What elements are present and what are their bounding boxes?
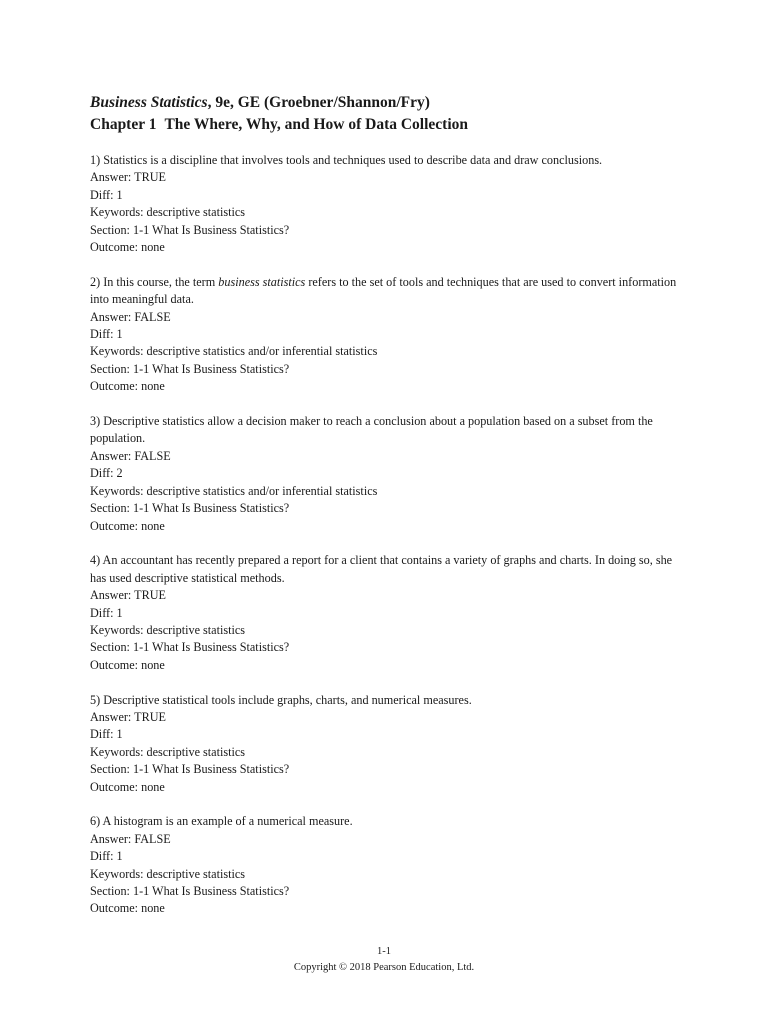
question-answer: Answer: TRUE	[90, 709, 166, 724]
question-item	[90, 692, 690, 796]
question-outcome: Outcome: none	[90, 379, 165, 394]
question-outcome: Outcome: none	[90, 901, 165, 916]
question-section: Section: 1-1 What Is Business Statistics?	[90, 883, 290, 898]
question-text-part: 1) Statistics is a discipline that involves tools and techniques used to describe data and draw conclusions.	[90, 153, 603, 167]
question-answer: Answer: TRUE	[90, 588, 166, 603]
question-difficulty: Diff: 2	[90, 466, 123, 481]
chapter-heading	[90, 114, 710, 136]
question-outcome: Outcome: none	[90, 657, 165, 672]
question-section: Section: 1-1 What Is Business Statistics?	[90, 361, 290, 376]
question-answer: Answer: FALSE	[90, 831, 171, 846]
chapter-label: Chapter 1	[90, 116, 157, 133]
question-outcome: Outcome: none	[90, 779, 165, 794]
question-answer: Answer: FALSE	[90, 309, 171, 324]
question-item	[90, 152, 690, 256]
question-section: Section: 1-1 What Is Business Statistics?	[90, 762, 290, 777]
question-item	[90, 274, 690, 396]
question-section: Section: 1-1 What Is Business Statistics?	[90, 222, 290, 237]
page-footer	[0, 944, 768, 976]
question-difficulty: Diff: 1	[90, 849, 123, 864]
question-difficulty: Diff: 1	[90, 327, 123, 342]
question-answer: Answer: TRUE	[90, 170, 166, 185]
question-text	[90, 692, 690, 709]
question-outcome: Outcome: none	[90, 240, 165, 255]
question-text	[90, 413, 690, 448]
question-keywords: Keywords: descriptive statistics	[90, 622, 246, 637]
question-text-part: 2) In this course, the term	[90, 274, 219, 289]
copyright-notice: Copyright © 2018 Pearson Education, Ltd.	[293, 962, 475, 973]
question-section: Section: 1-1 What Is Business Statistics?	[90, 640, 290, 655]
question-list	[90, 152, 690, 918]
question-item	[90, 413, 690, 535]
book-edition-authors: , 9e, GE (Groebner/Shannon/Fry)	[207, 94, 430, 111]
question-text-part: 3) Descriptive statistics allow a decision maker to reach a conclusion about a population based on a subset from the population.	[90, 414, 653, 446]
question-answer: Answer: FALSE	[90, 448, 171, 463]
question-text	[90, 552, 690, 587]
question-difficulty: Diff: 1	[90, 605, 123, 620]
question-text	[90, 152, 690, 169]
question-difficulty: Diff: 1	[90, 727, 123, 742]
question-keywords: Keywords: descriptive statistics	[90, 866, 246, 881]
question-item	[90, 552, 690, 674]
question-text-part: 6) A histogram is an example of a numerical measure.	[90, 814, 353, 829]
question-keywords: Keywords: descriptive statistics	[90, 205, 246, 220]
question-item	[90, 813, 690, 917]
book-title-line	[90, 92, 710, 114]
chapter-title: The Where, Why, and How of Data Collection	[164, 116, 469, 133]
question-text-italic: business statistics	[218, 274, 306, 289]
question-text	[90, 274, 690, 309]
question-section: Section: 1-1 What Is Business Statistics?	[90, 501, 290, 516]
question-keywords: Keywords: descriptive statistics and/or inferential statistics	[90, 344, 378, 359]
question-keywords: Keywords: descriptive statistics	[90, 744, 246, 759]
book-title: Business Statistics	[90, 94, 208, 111]
question-text-part: 5) Descriptive statistical tools include graphs, charts, and numerical measures.	[90, 692, 472, 707]
question-outcome: Outcome: none	[90, 518, 165, 533]
question-difficulty: Diff: 1	[90, 187, 123, 202]
question-keywords: Keywords: descriptive statistics and/or inferential statistics	[90, 483, 378, 498]
question-text	[90, 813, 690, 830]
page-number: 1-1	[377, 946, 391, 957]
question-text-part: refers to the set of tools and techniques that are used to convert information into meaningful data.	[90, 274, 677, 307]
question-text-part: 4) An accountant has recently prepared a report for a client that contains a variety of graphs and charts. In doing so, she has used descriptive statistical methods.	[90, 553, 673, 585]
document-header	[90, 92, 710, 136]
